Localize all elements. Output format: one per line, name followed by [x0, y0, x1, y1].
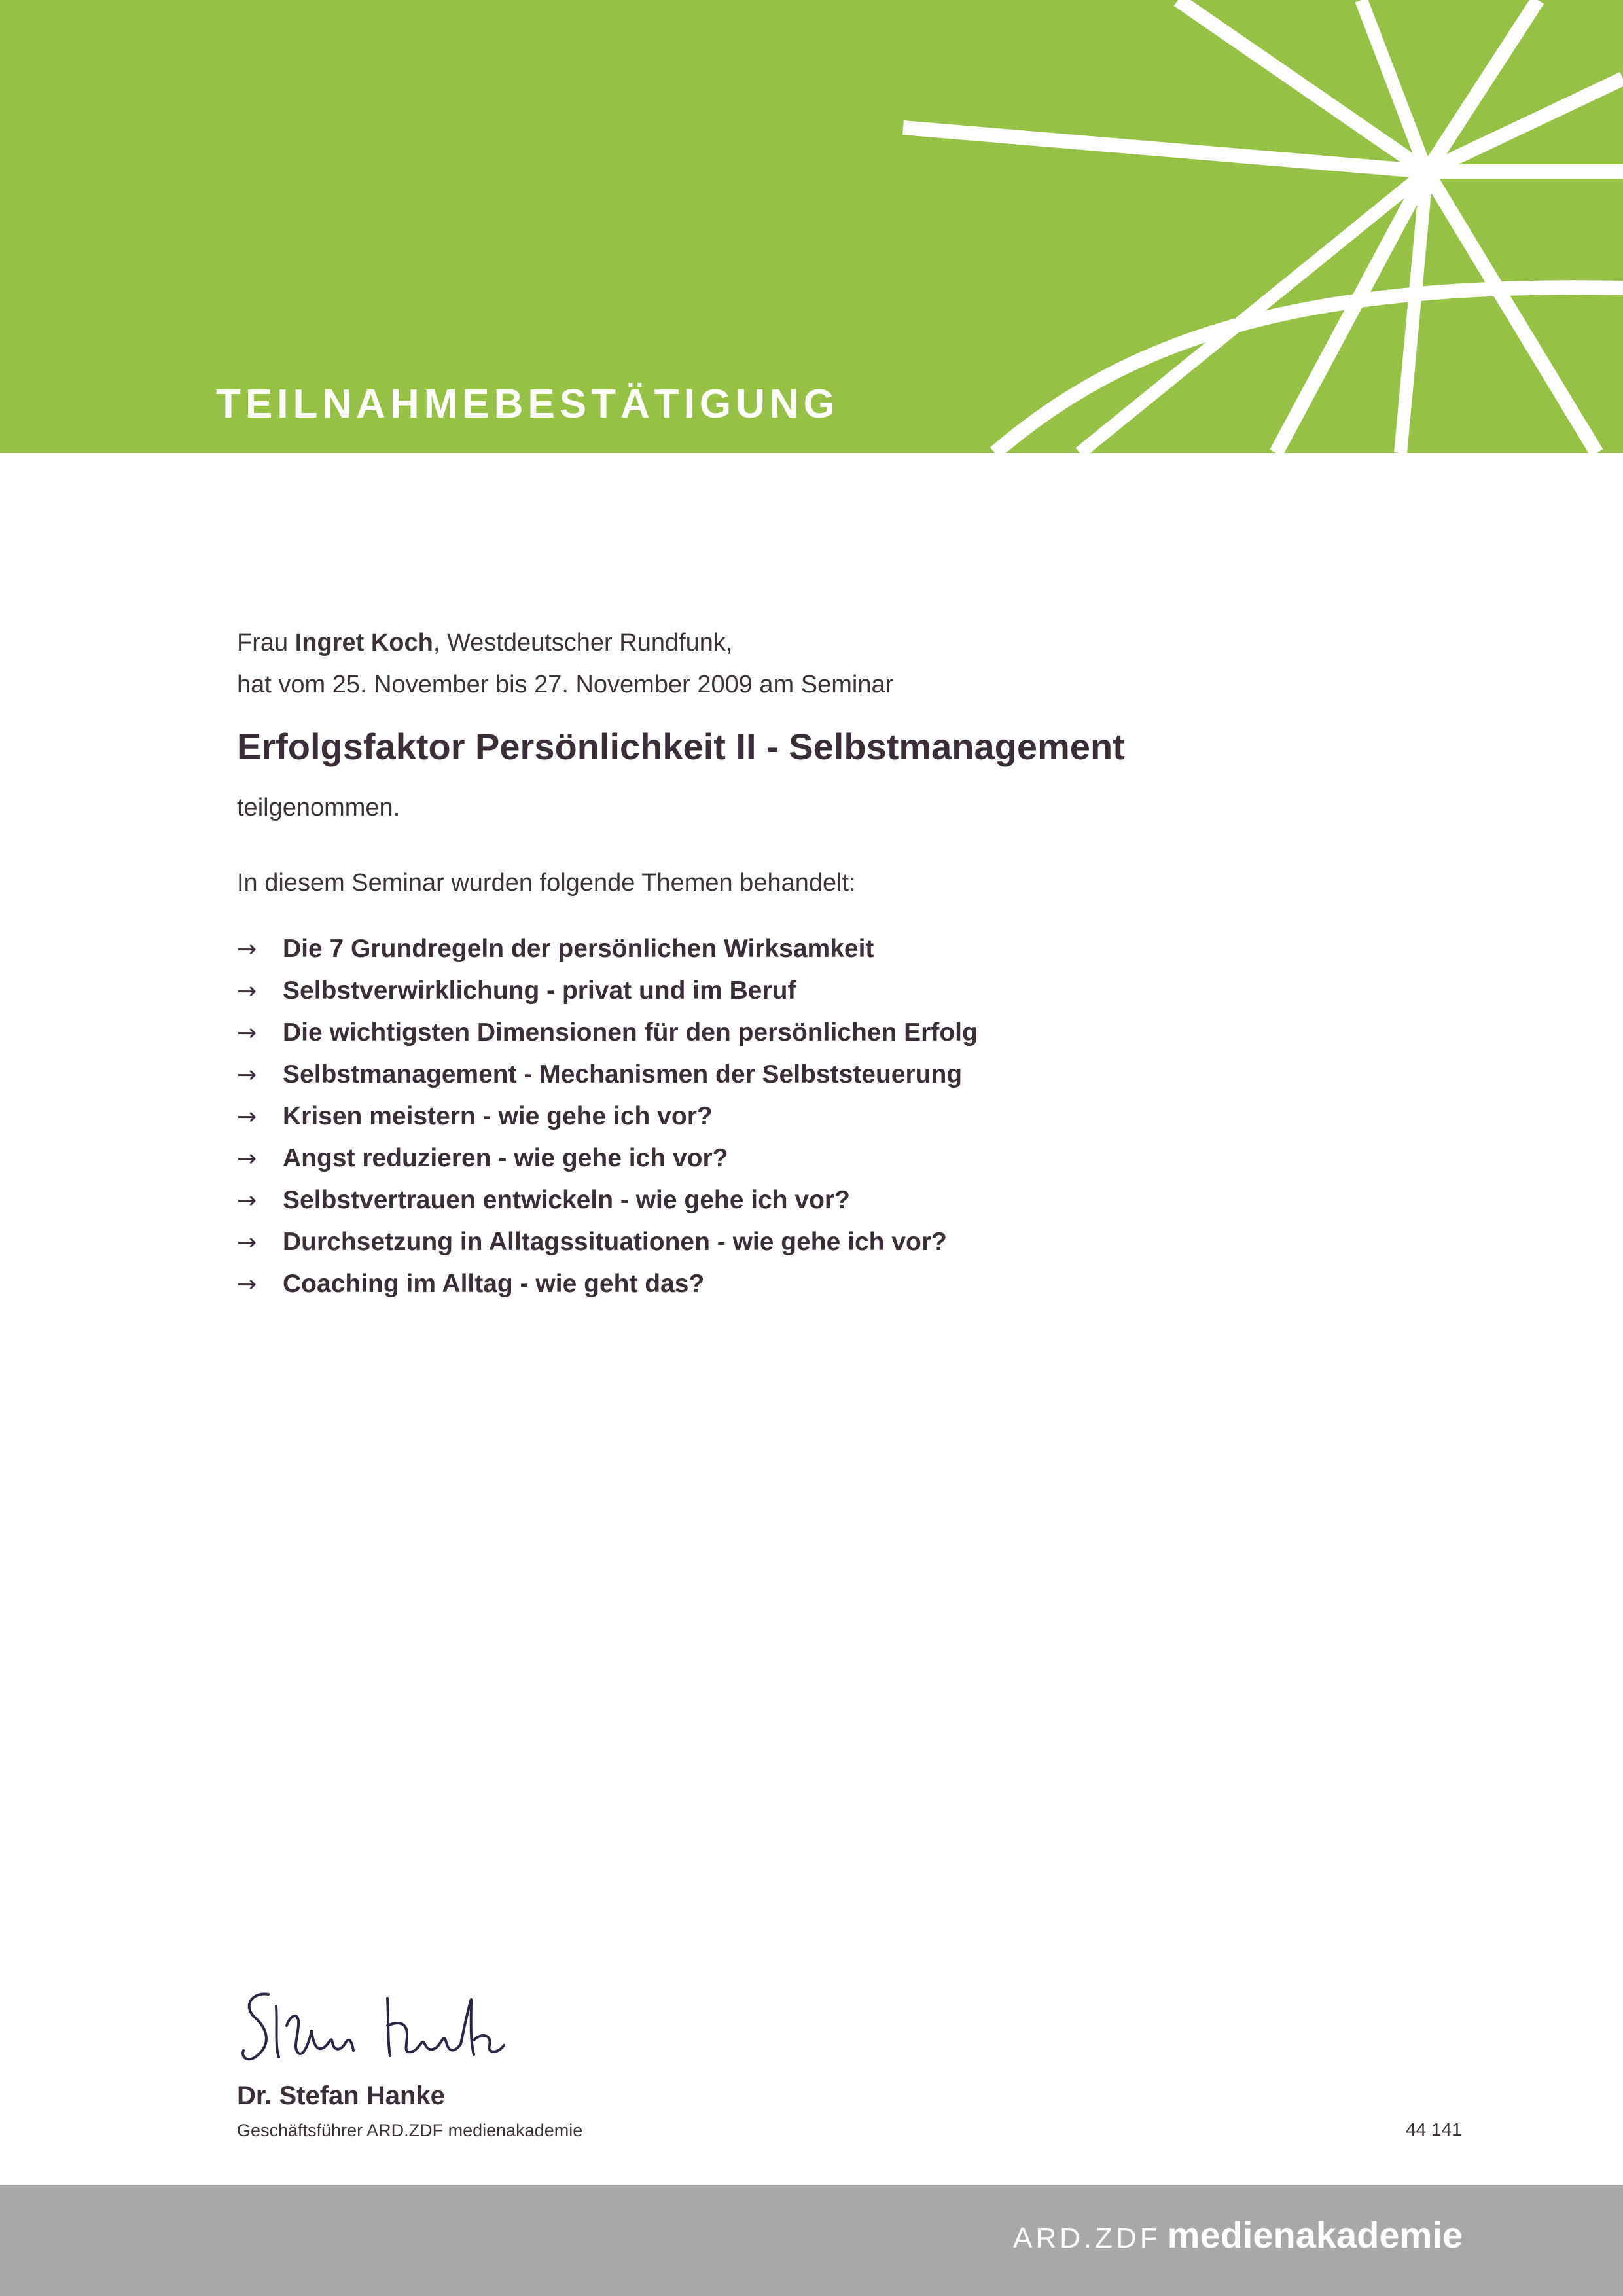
arrow-right-icon: →: [237, 1145, 257, 1172]
header-band: [0, 0, 1623, 453]
list-item: [237, 1221, 978, 1263]
logo-main: medienakademie: [1167, 2214, 1463, 2255]
topic-text: Durchsetzung in Alltagssituationen - wie gehe ich vor?: [283, 1228, 947, 1256]
arrow-right-icon: →: [237, 977, 257, 1005]
arrow-right-icon: →: [237, 1103, 257, 1130]
list-item: [237, 1012, 978, 1054]
footer-band: [0, 2185, 1623, 2296]
list-item: [237, 1263, 978, 1305]
arrow-right-icon: →: [237, 1229, 257, 1256]
arrow-right-icon: →: [237, 1061, 257, 1088]
list-item: [237, 970, 978, 1012]
list-item: [237, 1054, 978, 1096]
signer-role: Geschäftsführer ARD.ZDF medienakademie: [237, 2121, 583, 2140]
document-number: 44 141: [1406, 2119, 1462, 2140]
arrow-right-icon: →: [237, 1270, 257, 1298]
logo-prefix: ARD.ZDF: [1013, 2222, 1161, 2254]
medienakademie-logo: [1013, 2214, 1463, 2256]
participant-organization: , Westdeutscher Rundfunk,: [433, 629, 733, 656]
topics-intro: In diesem Seminar wurden folgende Themen behandelt:: [237, 869, 856, 897]
list-item: [237, 1096, 978, 1138]
arrow-right-icon: →: [237, 935, 257, 963]
arrow-right-icon: →: [237, 1187, 257, 1214]
topic-text: Die wichtigsten Dimensionen für den persönlichen Erfolg: [283, 1018, 978, 1047]
handwritten-signature: [236, 1980, 576, 2075]
salutation: Frau: [237, 629, 289, 656]
list-item: [237, 1179, 978, 1221]
signature-stroke: [236, 1980, 576, 2072]
topic-text: Die 7 Grundregeln der persönlichen Wirksamkeit: [283, 935, 874, 963]
topic-text: Selbstverwirklichung - privat und im Beruf: [283, 977, 796, 1005]
topic-text: Selbstmanagement - Mechanismen der Selbststeuerung: [283, 1060, 963, 1088]
signer-name: Dr. Stefan Hanke: [237, 2081, 445, 2110]
participant-line: [237, 622, 893, 664]
participation-closing: teilgenommen.: [237, 794, 401, 821]
topic-text: Coaching im Alltag - wie geht das?: [283, 1270, 705, 1298]
participant-intro: [237, 622, 893, 706]
seminar-title: Erfolgsfaktor Persönlichkeit II - Selbstmanagement: [237, 726, 1125, 767]
seminar-date-line: hat vom 25. November bis 27. November 2009 am Seminar: [237, 671, 894, 698]
topic-text: Selbstvertrauen entwickeln - wie gehe ich vor?: [283, 1186, 850, 1214]
document-title: TEILNAHMEBESTÄTIGUNG: [216, 382, 840, 427]
topic-text: Angst reduzieren - wie gehe ich vor?: [283, 1144, 728, 1172]
participant-name: Ingret Koch: [294, 629, 433, 656]
topic-text: Krisen meistern - wie gehe ich vor?: [283, 1102, 713, 1130]
list-item: [237, 928, 978, 970]
arrow-right-icon: →: [237, 1019, 257, 1047]
list-item: [237, 1138, 978, 1179]
topic-list: [237, 928, 978, 1305]
